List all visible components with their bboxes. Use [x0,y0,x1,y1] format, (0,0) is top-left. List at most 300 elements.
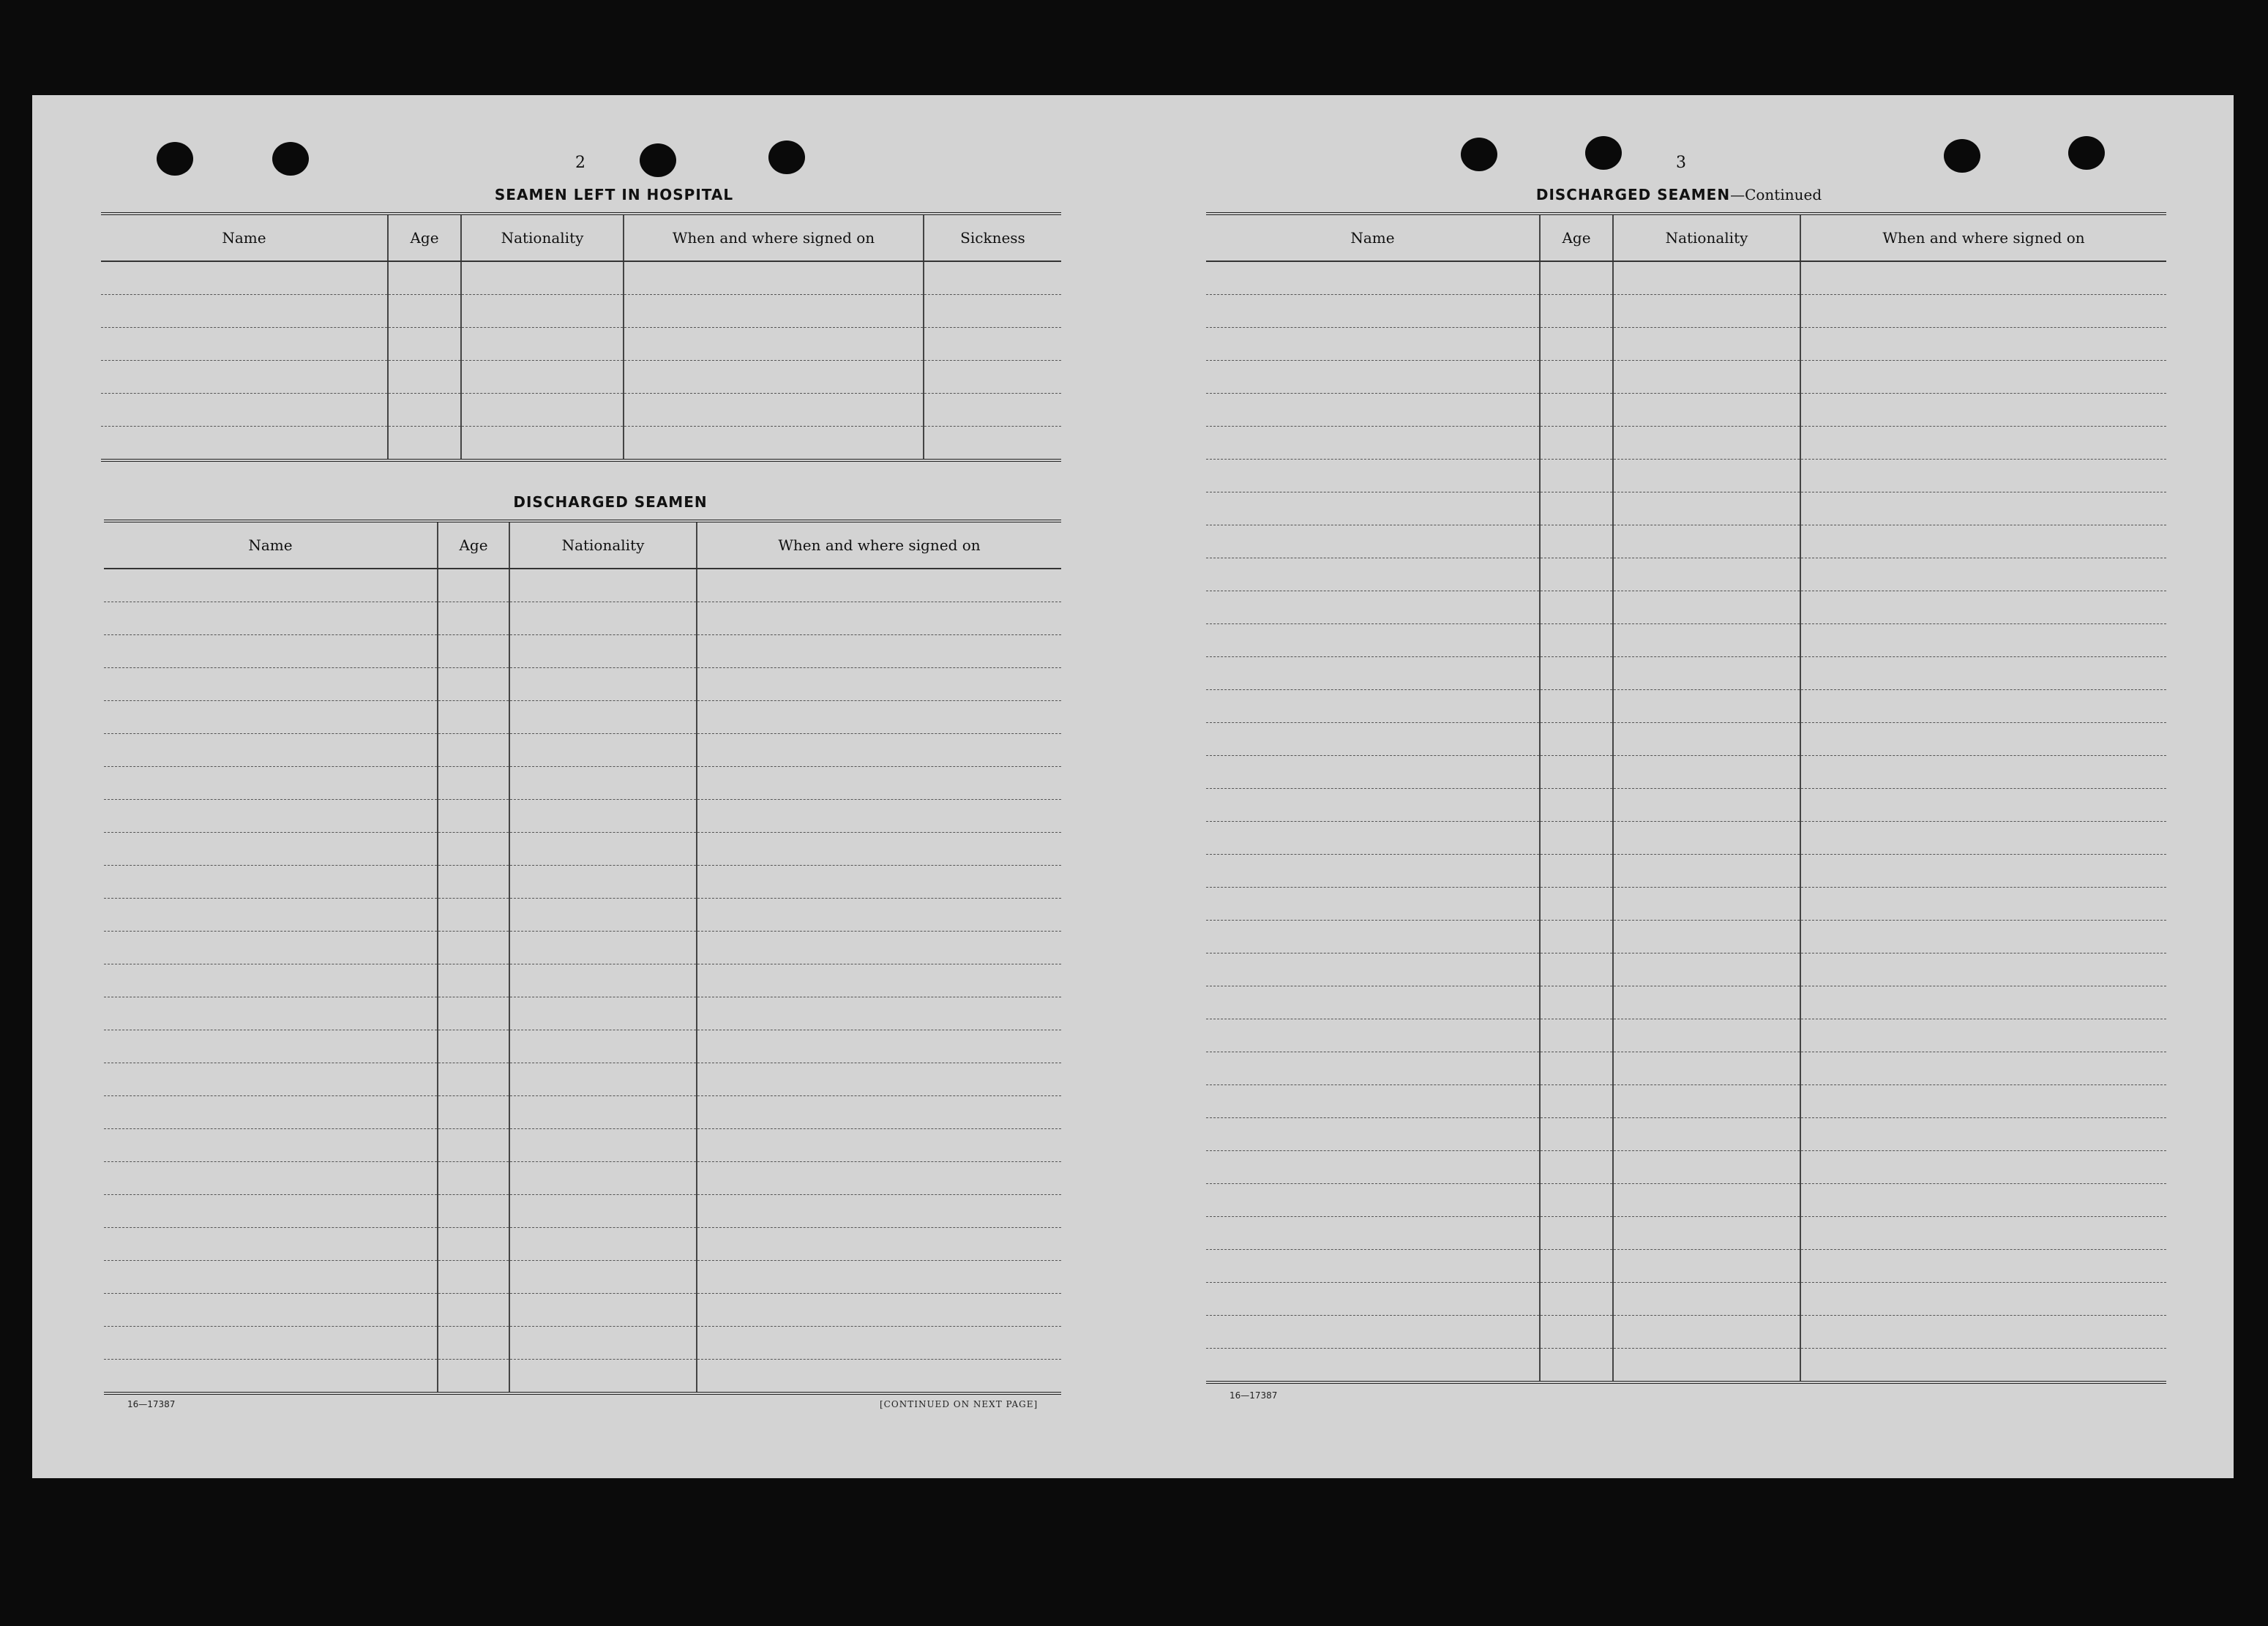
blank-cell [104,833,438,866]
blank-form-row [1206,295,2166,328]
blank-form-row [1206,921,2166,954]
blank-form-row [104,668,1061,701]
blank-form-row [101,394,1061,427]
blank-cell [924,328,1061,361]
blank-cell [101,361,388,394]
blank-cell [388,427,461,461]
blank-cell [1206,1085,1540,1118]
blank-cell [1800,855,2166,888]
blank-cell [1613,1217,1800,1250]
blank-cell [1800,1316,2166,1349]
blank-cell [697,602,1061,635]
blank-cell [104,1129,438,1162]
column-header-signed-on: When and where signed on [1800,214,2166,261]
blank-cell [104,668,438,701]
blank-form-row [1206,1085,2166,1118]
blank-cell [1206,822,1540,855]
blank-cell [509,1129,697,1162]
blank-cell [509,569,697,602]
blank-cell [1800,394,2166,427]
blank-cell [697,569,1061,602]
blank-cell [697,767,1061,800]
blank-cell [388,261,461,295]
blank-form-row [1206,1283,2166,1316]
punch-hole [1585,136,1622,170]
blank-cell [1206,328,1540,361]
blank-form-row [1206,855,2166,888]
blank-cell [697,833,1061,866]
blank-cell [697,1063,1061,1096]
blank-cell [104,1030,438,1063]
blank-cell [1540,954,1613,986]
blank-cell [1613,261,1800,295]
blank-cell [697,668,1061,701]
blank-cell [388,328,461,361]
column-header-sickness: Sickness [924,214,1061,261]
punch-hole [1944,139,1980,173]
blank-cell [388,295,461,328]
blank-cell [697,1129,1061,1162]
blank-cell [1800,954,2166,986]
blank-cell [1540,789,1613,822]
blank-form-row [1206,1118,2166,1151]
blank-cell [509,1030,697,1063]
column-header-signed-on: When and where signed on [697,521,1061,569]
blank-cell [509,767,697,800]
blank-cell [509,932,697,964]
blank-cell [697,701,1061,734]
blank-cell [1800,427,2166,460]
blank-cell [104,1096,438,1129]
blank-form-row [1206,1217,2166,1250]
column-header-name: Name [1206,214,1540,261]
blank-cell [1206,394,1540,427]
blank-cell [1206,1019,1540,1052]
blank-cell [697,1162,1061,1195]
blank-cell [1206,855,1540,888]
blank-form-row [1206,624,2166,657]
blank-cell [461,361,624,394]
blank-cell [104,899,438,932]
blank-cell [1613,954,1800,986]
blank-cell [101,394,388,427]
right-page-number: 3 [1676,154,1686,172]
left-page-number: 2 [575,154,585,172]
blank-cell [104,800,438,833]
blank-cell [1206,492,1540,525]
blank-cell [624,295,924,328]
blank-cell [438,1327,509,1360]
blank-form-row [104,1063,1061,1096]
blank-cell [1540,888,1613,921]
blank-cell [1800,1184,2166,1217]
blank-cell [1613,921,1800,954]
column-header-nationality: Nationality [1613,214,1800,261]
blank-cell [509,1162,697,1195]
blank-cell [1800,525,2166,558]
blank-cell [509,1096,697,1129]
blank-cell [104,767,438,800]
column-header-age: Age [1540,214,1613,261]
blank-cell [1540,756,1613,789]
blank-cell [438,668,509,701]
blank-cell [1800,1283,2166,1316]
blank-cell [1540,1118,1613,1151]
hospital-table [101,212,1061,462]
blank-cell [1206,723,1540,756]
blank-cell [101,427,388,461]
blank-form-row [104,1030,1061,1063]
blank-cell [509,964,697,997]
blank-cell [104,964,438,997]
blank-cell [1800,690,2166,723]
blank-cell [697,932,1061,964]
blank-cell [697,1261,1061,1294]
blank-cell [1613,558,1800,591]
blank-cell [1800,460,2166,492]
blank-cell [1540,1085,1613,1118]
blank-cell [509,1195,697,1228]
blank-cell [1800,591,2166,624]
blank-cell [509,1228,697,1261]
blank-cell [1206,1349,1540,1383]
blank-cell [1800,1151,2166,1184]
blank-cell [1800,723,2166,756]
blank-cell [1540,328,1613,361]
blank-cell [509,734,697,767]
blank-cell [104,1063,438,1096]
blank-cell [438,866,509,899]
column-header-name: Name [104,521,438,569]
blank-cell [1613,690,1800,723]
blank-form-row [104,1162,1061,1195]
blank-cell [697,635,1061,668]
blank-cell [1613,361,1800,394]
blank-cell [509,1261,697,1294]
blank-cell [1613,1118,1800,1151]
blank-cell [461,295,624,328]
blank-form-row [1206,690,2166,723]
punch-hole [157,142,193,176]
blank-cell [1800,1019,2166,1052]
blank-cell [438,1096,509,1129]
blank-cell [1206,986,1540,1019]
blank-cell [509,899,697,932]
blank-cell [697,1294,1061,1327]
document-sheet [32,95,2234,1478]
blank-form-row [1206,1151,2166,1184]
blank-cell [1800,756,2166,789]
blank-cell [1800,1052,2166,1085]
blank-cell [438,701,509,734]
blank-form-row [101,328,1061,361]
blank-cell [924,394,1061,427]
blank-form-row [104,1327,1061,1360]
blank-cell [104,701,438,734]
blank-cell [697,1195,1061,1228]
blank-cell [104,1195,438,1228]
blank-cell [438,1063,509,1096]
blank-cell [1540,1250,1613,1283]
blank-cell [461,427,624,461]
blank-cell [509,1063,697,1096]
blank-cell [388,394,461,427]
blank-cell [438,635,509,668]
blank-form-row [104,1228,1061,1261]
blank-cell [924,361,1061,394]
blank-cell [1206,624,1540,657]
blank-cell [104,1294,438,1327]
blank-form-row [1206,525,2166,558]
blank-cell [104,569,438,602]
blank-cell [101,328,388,361]
blank-form-row [1206,1019,2166,1052]
blank-cell [1540,1316,1613,1349]
blank-cell [1540,261,1613,295]
blank-cell [1540,1052,1613,1085]
blank-cell [1613,1316,1800,1349]
discharged-header-row [104,521,1061,569]
blank-cell [1540,1019,1613,1052]
blank-cell [438,602,509,635]
blank-form-row [1206,261,2166,295]
blank-cell [509,833,697,866]
blank-cell [461,328,624,361]
blank-cell [1206,1118,1540,1151]
blank-form-row [1206,1349,2166,1383]
blank-form-row [1206,1316,2166,1349]
left-form-number: 16—17387 [127,1399,176,1409]
blank-cell [1800,1250,2166,1283]
blank-cell [1540,1217,1613,1250]
blank-form-row [104,833,1061,866]
blank-cell [1206,1052,1540,1085]
blank-form-row [104,964,1061,997]
blank-cell [1206,954,1540,986]
blank-cell [1613,1184,1800,1217]
blank-form-row [1206,756,2166,789]
discharged-continued-title [1511,186,1847,203]
blank-cell [1540,1151,1613,1184]
punch-hole [272,142,309,176]
blank-cell [1613,822,1800,855]
blank-form-row [104,569,1061,602]
blank-cell [1613,624,1800,657]
blank-cell [1206,361,1540,394]
blank-form-row [1206,492,2166,525]
blank-cell [697,899,1061,932]
blank-cell [1540,921,1613,954]
blank-cell [1613,657,1800,690]
blank-cell [438,569,509,602]
blank-form-row [1206,1052,2166,1085]
blank-cell [509,668,697,701]
blank-cell [1206,756,1540,789]
continued-note: [CONTINUED ON NEXT PAGE] [880,1399,1038,1409]
blank-cell [697,734,1061,767]
blank-form-row [104,701,1061,734]
blank-cell [104,635,438,668]
blank-form-row [104,1195,1061,1228]
blank-cell [438,1261,509,1294]
column-header-nationality: Nationality [461,214,624,261]
blank-form-row [104,899,1061,932]
blank-cell [1206,460,1540,492]
blank-cell [1206,525,1540,558]
blank-form-row [104,866,1061,899]
blank-cell [1613,986,1800,1019]
blank-cell [1613,1283,1800,1316]
blank-cell [1800,1118,2166,1151]
hospital-section-title: SEAMEN LEFT IN HOSPITAL [494,186,734,203]
blank-cell [697,1360,1061,1394]
blank-cell [1800,789,2166,822]
blank-cell [1206,657,1540,690]
blank-cell [104,1162,438,1195]
blank-cell [438,800,509,833]
blank-cell [509,701,697,734]
blank-cell [509,800,697,833]
blank-form-row [104,1261,1061,1294]
blank-cell [438,932,509,964]
continued-suffix: —Continued [1730,186,1822,203]
blank-cell [1800,361,2166,394]
blank-form-row [104,602,1061,635]
blank-cell [438,964,509,997]
column-header-age: Age [438,521,509,569]
blank-form-row [104,767,1061,800]
blank-cell [509,1327,697,1360]
blank-cell [1800,295,2166,328]
blank-cell [104,1261,438,1294]
blank-cell [1540,822,1613,855]
blank-cell [924,427,1061,461]
blank-cell [1206,261,1540,295]
blank-cell [1800,558,2166,591]
blank-form-row [104,1294,1061,1327]
blank-form-row [104,997,1061,1030]
blank-cell [697,866,1061,899]
blank-cell [624,394,924,427]
blank-cell [509,602,697,635]
blank-form-row [1206,723,2166,756]
blank-cell [697,964,1061,997]
blank-form-row [1206,591,2166,624]
blank-cell [438,833,509,866]
blank-cell [697,997,1061,1030]
blank-cell [1613,1349,1800,1383]
blank-cell [924,295,1061,328]
blank-cell [104,997,438,1030]
blank-cell [1206,1151,1540,1184]
hospital-header-row [101,214,1061,261]
blank-cell [1800,1349,2166,1383]
blank-cell [1540,460,1613,492]
blank-form-row [101,427,1061,461]
punch-hole [768,141,805,174]
blank-cell [1540,558,1613,591]
discharged-section-title: DISCHARGED SEAMEN [513,493,708,511]
blank-cell [509,1360,697,1394]
blank-cell [1800,986,2166,1019]
blank-cell [624,427,924,461]
blank-form-row [104,635,1061,668]
blank-cell [1206,1283,1540,1316]
blank-cell [1613,525,1800,558]
right-form-number: 16—17387 [1230,1390,1278,1401]
discharged-continued-title-text: DISCHARGED SEAMEN [1535,186,1731,203]
blank-cell [697,1030,1061,1063]
blank-cell [104,602,438,635]
blank-cell [1540,492,1613,525]
blank-cell [1613,1250,1800,1283]
blank-cell [697,1096,1061,1129]
blank-cell [624,261,924,295]
blank-cell [1613,789,1800,822]
blank-cell [697,800,1061,833]
blank-form-row [104,800,1061,833]
blank-cell [1206,888,1540,921]
blank-form-row [101,361,1061,394]
blank-cell [438,997,509,1030]
blank-form-row [1206,789,2166,822]
blank-cell [1206,1316,1540,1349]
blank-cell [438,1129,509,1162]
blank-cell [1613,1019,1800,1052]
blank-form-row [104,932,1061,964]
blank-cell [1613,1085,1800,1118]
blank-cell [438,1294,509,1327]
blank-cell [1540,855,1613,888]
blank-form-row [1206,822,2166,855]
blank-cell [697,1228,1061,1261]
blank-cell [1800,822,2166,855]
column-header-nationality: Nationality [509,521,697,569]
blank-cell [624,361,924,394]
blank-cell [438,767,509,800]
punch-hole [2068,136,2105,170]
discharged-continued-table [1206,212,2166,1384]
blank-cell [1540,1283,1613,1316]
blank-cell [438,734,509,767]
blank-cell [101,261,388,295]
blank-cell [1800,328,2166,361]
blank-cell [1800,624,2166,657]
blank-form-row [101,261,1061,295]
blank-cell [1613,888,1800,921]
blank-form-row [1206,1184,2166,1217]
blank-form-row [1206,986,2166,1019]
blank-form-row [104,1096,1061,1129]
blank-cell [1540,624,1613,657]
blank-form-row [1206,888,2166,921]
blank-cell [1540,525,1613,558]
blank-cell [104,1327,438,1360]
blank-cell [438,1195,509,1228]
blank-form-row [1206,954,2166,986]
discharged-continued-header-row [1206,214,2166,261]
blank-cell [1206,427,1540,460]
punch-hole [1461,138,1497,171]
blank-form-row [104,1360,1061,1394]
blank-cell [1613,723,1800,756]
blank-form-row [1206,460,2166,492]
blank-cell [1613,492,1800,525]
blank-cell [509,866,697,899]
blank-cell [1540,394,1613,427]
blank-cell [104,1360,438,1394]
blank-form-row [104,1129,1061,1162]
